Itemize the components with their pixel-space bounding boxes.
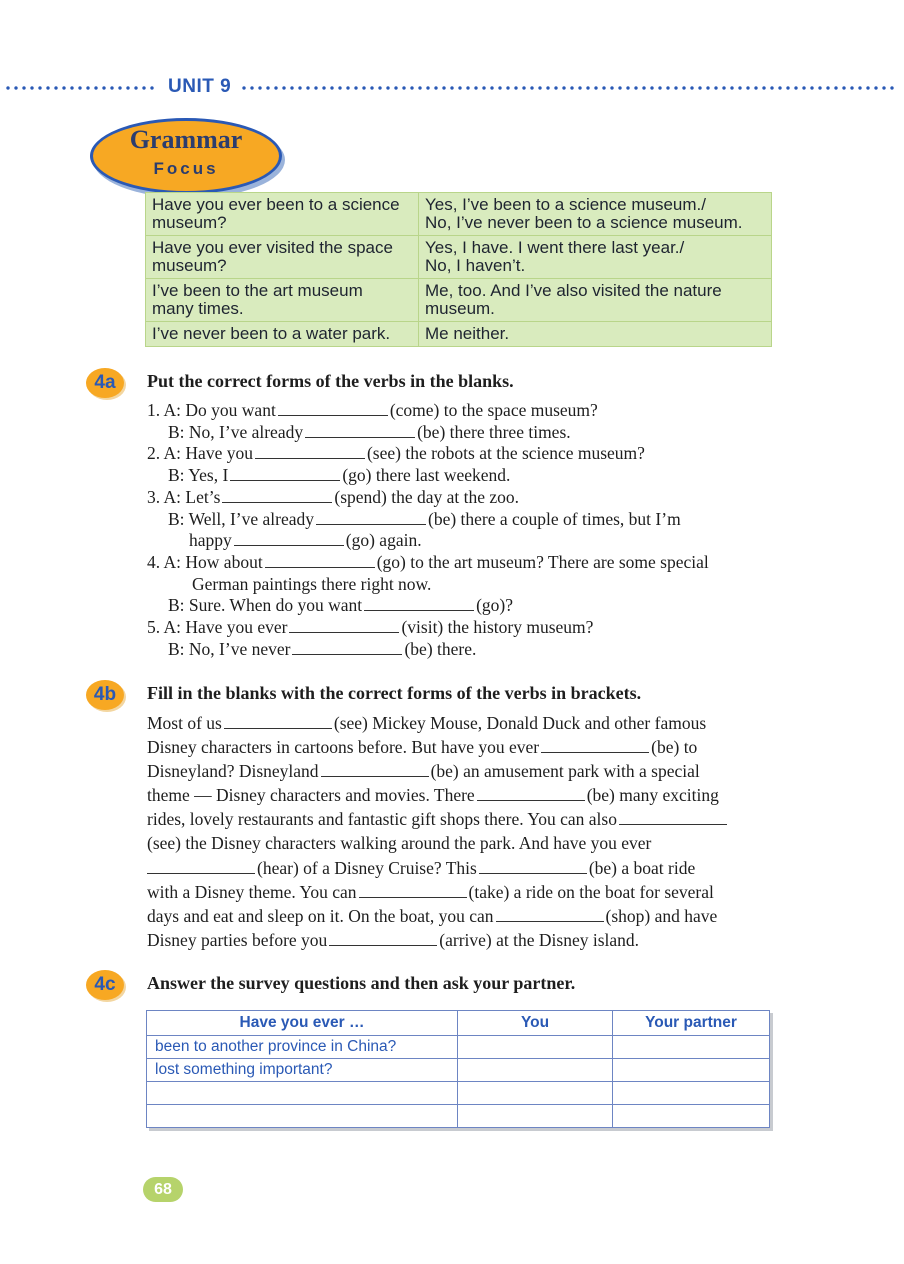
grammar-table (145, 192, 772, 347)
exercise-line: B: No, I’ve never (be) there. (168, 638, 477, 659)
exercise-line: happy (go) again. (189, 530, 422, 551)
survey-answer-partner[interactable] (613, 1105, 770, 1128)
exercise-4c-instruction: Answer the survey questions and then ask your partner. (147, 973, 576, 993)
survey-answer-you[interactable] (458, 1105, 613, 1128)
answer-blank[interactable] (289, 617, 399, 633)
exercise-line: 1. A: Do you want (come) to the space museum? (147, 400, 598, 420)
grammar-focus-subtitle: Focus (153, 159, 219, 178)
answer-blank[interactable] (496, 906, 604, 922)
exercise-4b-paragraph (147, 711, 769, 952)
paragraph-line: (see) the Disney characters walking around the park. And have you ever (147, 833, 652, 854)
grammar-row (146, 236, 772, 279)
survey-header-question: Have you ever … (147, 1011, 458, 1036)
survey-header-you: You (458, 1011, 613, 1036)
answer-blank[interactable] (364, 595, 474, 611)
exercise-label-4a: 4a (86, 368, 124, 398)
grammar-answer: Me neither. (419, 322, 772, 347)
survey-table (146, 1010, 770, 1128)
answer-blank[interactable] (479, 858, 587, 874)
grammar-focus-title: Grammar (129, 125, 243, 154)
survey-row (147, 1082, 770, 1105)
survey-answer-partner[interactable] (613, 1059, 770, 1082)
answer-blank[interactable] (292, 639, 402, 655)
answer-blank[interactable] (230, 465, 340, 481)
grammar-row (146, 322, 772, 347)
exercise-4b-instruction: Fill in the blanks with the correct forms of the verbs in brackets. (147, 683, 642, 703)
survey-answer-you[interactable] (458, 1082, 613, 1105)
exercise-line: 4. A: How about (go) to the art museum? There are some special (147, 551, 709, 572)
exercise-line: B: Sure. When do you want (go)? (168, 595, 514, 616)
paragraph-line: theme — Disney characters and movies. There (be) many exciting (147, 785, 719, 806)
answer-blank[interactable] (265, 552, 375, 568)
paragraph-line: Most of us (see) Mickey Mouse, Donald Duck and other famous (147, 713, 707, 733)
survey-row (147, 1105, 770, 1128)
survey-question[interactable] (147, 1082, 458, 1105)
survey-answer-partner[interactable] (613, 1036, 770, 1059)
survey-question: been to another province in China? (147, 1036, 458, 1059)
exercise-label-4b: 4b (86, 680, 124, 710)
grammar-answer: Yes, I’ve been to a science museum./ No, I’ve never been to a science museum. (419, 193, 772, 236)
exercise-line: German paintings there right now. (192, 573, 432, 594)
paragraph-line: days and eat and sleep on it. On the boat, you can (shop) and have (147, 905, 718, 926)
survey-answer-you[interactable] (458, 1036, 613, 1059)
paragraph-line: Disney parties before you (arrive) at the Disney island. (147, 929, 640, 950)
answer-blank[interactable] (147, 858, 255, 874)
answer-blank[interactable] (541, 737, 649, 753)
grammar-row (146, 279, 772, 322)
grammar-question: I’ve never been to a water park. (146, 322, 419, 347)
exercise-line: 5. A: Have you ever (visit) the history museum? (147, 617, 594, 638)
answer-blank[interactable] (234, 530, 344, 546)
survey-header-row (147, 1011, 770, 1036)
survey-header-partner: Your partner (613, 1011, 770, 1036)
survey-answer-you[interactable] (458, 1059, 613, 1082)
answer-blank[interactable] (278, 400, 388, 416)
exercise-line: 3. A: Let’s (spend) the day at the zoo. (147, 486, 520, 507)
unit-header (0, 76, 904, 100)
survey-row (147, 1059, 770, 1082)
survey-row (147, 1036, 770, 1059)
exercise-label-4c: 4c (86, 970, 124, 1000)
grammar-question: Have you ever visited the space museum? (146, 236, 419, 279)
grammar-question: I’ve been to the art museum many times. (146, 279, 419, 322)
answer-blank[interactable] (305, 422, 415, 438)
grammar-answer: Yes, I have. I went there last year./ No, I haven’t. (419, 236, 772, 279)
paragraph-line: Disneyland? Disneyland (be) an amusement park with a special (147, 761, 700, 782)
answer-blank[interactable] (222, 487, 332, 503)
answer-blank[interactable] (316, 509, 426, 525)
answer-blank[interactable] (619, 809, 727, 825)
answer-blank[interactable] (359, 882, 467, 898)
grammar-question: Have you ever been to a science museum? (146, 193, 419, 236)
grammar-row (146, 193, 772, 236)
answer-blank[interactable] (329, 930, 437, 946)
answer-blank[interactable] (477, 785, 585, 801)
paragraph-line: with a Disney theme. You can (take) a ride on the boat for several (147, 881, 714, 902)
unit-title: UNIT 9 (168, 76, 232, 97)
exercise-4a-instruction: Put the correct forms of the verbs in the blanks. (147, 371, 514, 391)
answer-blank[interactable] (224, 713, 332, 729)
exercise-line: B: Well, I’ve already (be) there a couple of times, but I’m (168, 508, 681, 529)
survey-answer-partner[interactable] (613, 1082, 770, 1105)
answer-blank[interactable] (321, 761, 429, 777)
paragraph-line: (hear) of a Disney Cruise? This (be) a boat ride (147, 856, 769, 880)
grammar-answer: Me, too. And I’ve also visited the nature museum. (419, 279, 772, 322)
survey-question: lost something important? (147, 1059, 458, 1082)
page-number: 68 (143, 1177, 183, 1202)
exercise-line: B: No, I’ve already (be) there three times. (168, 421, 571, 442)
paragraph-line: Disney characters in cartoons before. But have you ever (be) to (147, 737, 698, 758)
grammar-focus-badge (90, 118, 282, 194)
survey-question[interactable] (147, 1105, 458, 1128)
answer-blank[interactable] (255, 443, 365, 459)
exercise-line: 2. A: Have you (see) the robots at the science museum? (147, 443, 645, 464)
dotted-rule-left (4, 86, 154, 90)
exercise-line: B: Yes, I (go) there last weekend. (168, 465, 511, 486)
exercise-4a-items (147, 400, 709, 660)
paragraph-line: rides, lovely restaurants and fantastic gift shops there. You can also (147, 807, 769, 831)
dotted-rule-right (240, 86, 896, 90)
